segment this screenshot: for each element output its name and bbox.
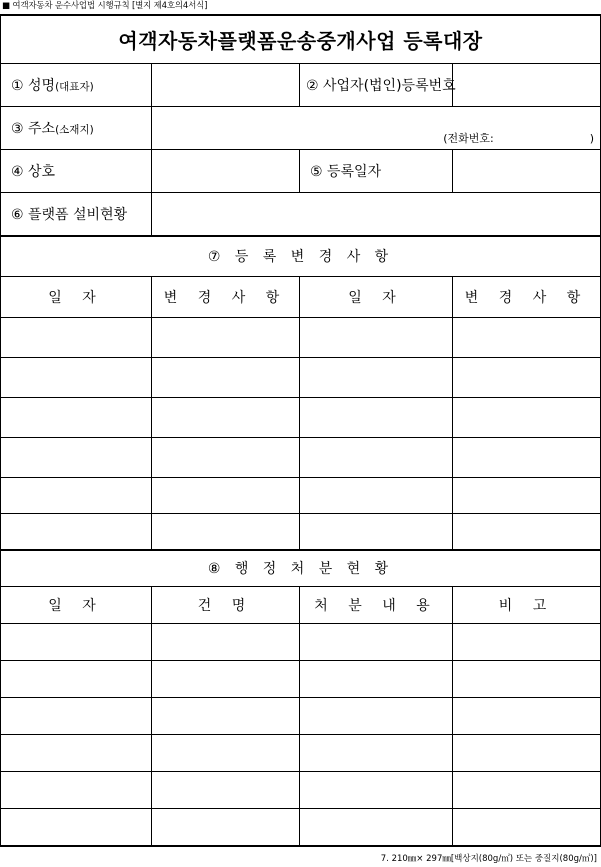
changes-row — [1, 438, 601, 478]
changes-row — [1, 478, 601, 514]
business-reg-number-label: ② 사업자(법인)등록번호 — [300, 64, 453, 107]
company-name-field[interactable] — [152, 150, 300, 193]
actions-row — [1, 698, 601, 735]
actions-header-remarks: 비 고 — [453, 587, 601, 624]
actions-header-case-name: 건 명 — [152, 587, 300, 624]
actions-row — [1, 735, 601, 772]
registration-changes-section-title: ⑦ 등 록 변 경 사 항 — [1, 236, 601, 277]
address-field[interactable] — [152, 107, 601, 150]
actions-row — [1, 624, 601, 661]
name-label: ① 성명(대표자) — [1, 64, 152, 107]
changes-header-date-2: 일 자 — [300, 277, 453, 318]
actions-header-date: 일 자 — [1, 587, 152, 624]
actions-row — [1, 661, 601, 698]
changes-row — [1, 358, 601, 398]
changes-row — [1, 398, 601, 438]
registration-date-label: ⑤ 등록일자 — [300, 150, 453, 193]
changes-row — [1, 514, 601, 550]
changes-header-date-1: 일 자 — [1, 277, 152, 318]
phone-number-label: (전화번호: ) — [443, 132, 595, 145]
form-reference-note: ■ 여객자동차 운수사업법 시행규칙 [별지 제4호의4서식] — [2, 1, 208, 11]
form-title: 여객자동차플랫폼운송중개사업 등록대장 — [1, 15, 601, 64]
paper-spec-note: 7. 210㎜× 297㎜[백상지(80g/㎡) 또는 중질지(80g/㎡)] — [380, 854, 597, 864]
actions-header-disposition: 처 분 내 용 — [300, 587, 453, 624]
actions-row — [1, 772, 601, 809]
registration-date-field[interactable] — [453, 150, 601, 193]
business-reg-number-field[interactable] — [453, 64, 601, 107]
platform-facility-field[interactable] — [152, 193, 601, 236]
company-name-label: ④ 상호 — [1, 150, 152, 193]
administrative-actions-section-title: ⑧ 행 정 처 분 현 황 — [1, 550, 601, 587]
address-label: ③ 주소(소재지) — [1, 107, 152, 150]
name-field[interactable] — [152, 64, 300, 107]
changes-header-details-2: 변 경 사 항 — [453, 277, 601, 318]
registration-ledger-form — [0, 14, 601, 847]
platform-facility-label: ⑥ 플랫폼 설비현황 — [1, 193, 152, 236]
changes-row — [1, 318, 601, 358]
changes-header-details-1: 변 경 사 항 — [152, 277, 300, 318]
actions-row — [1, 809, 601, 846]
